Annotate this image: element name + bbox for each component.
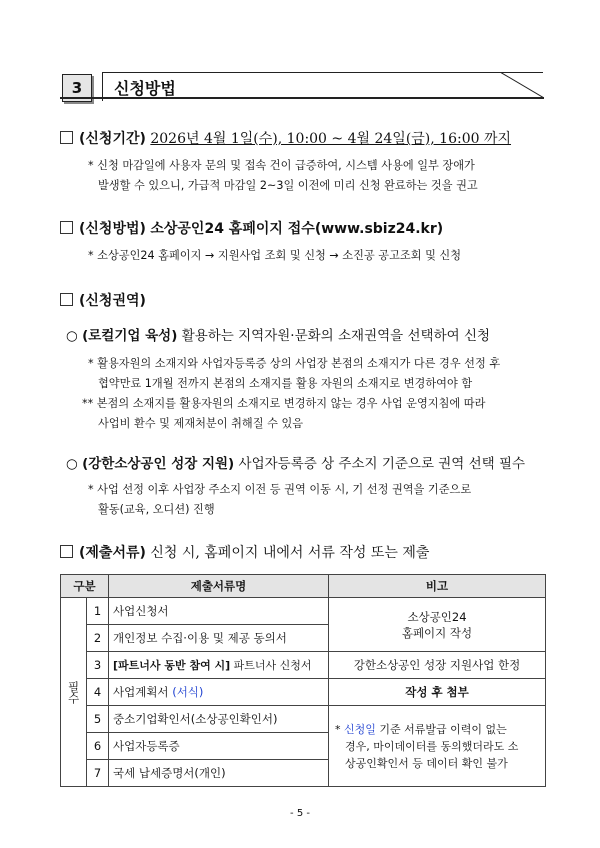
remark-line: * 신청일 기준 서류발급 이력이 없는: [335, 722, 507, 736]
category-cell: 필수: [61, 598, 87, 787]
growth-label: (강한소상공인 성장 지원): [82, 456, 235, 472]
doc-name: [109, 652, 329, 679]
method-item: [60, 218, 443, 238]
method-note: * 소상공인24 홈페이지 → 지원사업 조회 및 신청 → 소진공 공고조회 및 신청: [88, 249, 462, 262]
local-item: [66, 324, 490, 344]
growth-text: 사업자등록증 상 주소지 기준으로 권역 선택 필수: [238, 456, 526, 472]
row-number: 3: [87, 652, 109, 679]
doc-name-bold: [파트너사 동반 참여 시]: [113, 659, 231, 672]
docs-table: [60, 574, 546, 787]
table-row: [61, 706, 546, 733]
row-number: 1: [87, 598, 109, 625]
remark-line: 경우, 마이데이터를 동의했더라도 소: [345, 739, 519, 753]
row-number: 7: [87, 760, 109, 787]
title-box-diagonal: [500, 72, 544, 100]
local-text: 활용하는 지역자원·문화의 소재권역을 선택하여 신청: [181, 328, 491, 344]
row-number: 5: [87, 706, 109, 733]
remark-cell: 강한소상공인 성장 지원사업 한정: [329, 652, 546, 679]
local-note2-line2: 사업비 환수 및 제재처분이 취해질 수 있음: [98, 417, 304, 430]
table-row: [61, 652, 546, 679]
growth-item: [66, 452, 525, 472]
table-header: 비고: [329, 575, 546, 598]
region-item: [60, 290, 146, 310]
row-number: 2: [87, 625, 109, 652]
period-note-2: 발생할 수 있으니, 가급적 마감일 2~3일 이전에 미리 신청 완료하는 것을 권고: [98, 179, 478, 192]
period-item: [60, 128, 511, 148]
docs-label: (제출서류): [79, 545, 146, 561]
remark-cell: [329, 598, 546, 652]
region-label: (신청권역): [79, 293, 146, 309]
table-header: 구분: [61, 575, 109, 598]
circle-bullet-icon: ○: [66, 328, 78, 344]
table-row: [61, 598, 546, 625]
doc-name: [109, 679, 329, 706]
section-title: 신청방법: [114, 79, 176, 98]
remark-cell: 작성 후 첨부: [329, 679, 546, 706]
period-text: 2026년 4월 1일(수), 10:00 ~ 4월 24일(금), 16:00 까지: [150, 131, 512, 147]
remark-text: 소상공인24: [407, 609, 467, 624]
doc-name-text: 파트너사 신청서: [230, 659, 312, 672]
row-number: 4: [87, 679, 109, 706]
growth-note-2: 활동(교육, 오디션) 진행: [98, 503, 215, 516]
table-row: [61, 679, 546, 706]
doc-name: 사업신청서: [109, 598, 329, 625]
growth-note-1: * 사업 선정 이후 사업장 주소지 이전 등 권역 이동 시, 기 선정 권역을 기준으로: [88, 483, 472, 496]
section-number: 3: [62, 74, 92, 102]
page-number: - 5 -: [290, 808, 310, 819]
period-label: (신청기간): [79, 131, 146, 147]
local-note1-line2: 협약만료 1개월 전까지 본점의 소재지를 활용 자원의 소재지로 변경하여야 함: [98, 377, 473, 390]
method-text: 소상공인24 홈페이지 접수(www.sbiz24.kr): [150, 221, 444, 237]
table-header-row: [61, 575, 546, 598]
form-link[interactable]: (서식): [172, 685, 204, 699]
checkbox-square-icon: [60, 545, 73, 558]
row-number: 6: [87, 733, 109, 760]
period-note-1: * 신청 마감일에 사용자 문의 및 접속 건이 급증하여, 시스템 사용에 일부 장애가: [88, 159, 475, 172]
local-label: (로컬기업 육성): [82, 328, 178, 344]
local-note2-line1: ** 본점의 소재지를 활용자원의 소재지로 변경하지 않는 경우 사업 운영지침에 따라: [82, 397, 486, 410]
doc-name: 사업자등록증: [109, 733, 329, 760]
remark-text: 홈페이지 작성: [401, 625, 473, 640]
checkbox-square-icon: [60, 221, 73, 234]
remark-cell: [329, 706, 546, 787]
local-note1-line1: * 활용자원의 소재지와 사업자등록증 상의 사업장 본점의 소재지가 다른 경우 선정 후: [88, 357, 501, 370]
doc-name-text: 사업계획서: [113, 685, 173, 699]
doc-name: 중소기업확인서(소상공인확인서): [109, 706, 329, 733]
checkbox-square-icon: [60, 131, 73, 144]
circle-bullet-icon: ○: [66, 456, 78, 472]
method-label: (신청방법): [79, 221, 146, 237]
docs-item: [60, 542, 429, 562]
table-header: 제출서류명: [109, 575, 329, 598]
doc-name: 개인정보 수집·이용 및 제공 동의서: [109, 625, 329, 652]
remark-highlight: 신청일: [344, 722, 376, 736]
docs-text: 신청 시, 홈페이지 내에서 서류 작성 또는 제출: [150, 545, 430, 561]
checkbox-square-icon: [60, 293, 73, 306]
doc-name: 국세 납세증명서(개인): [109, 760, 329, 787]
remark-line: 상공인확인서 등 데이터 확인 불가: [345, 756, 508, 770]
